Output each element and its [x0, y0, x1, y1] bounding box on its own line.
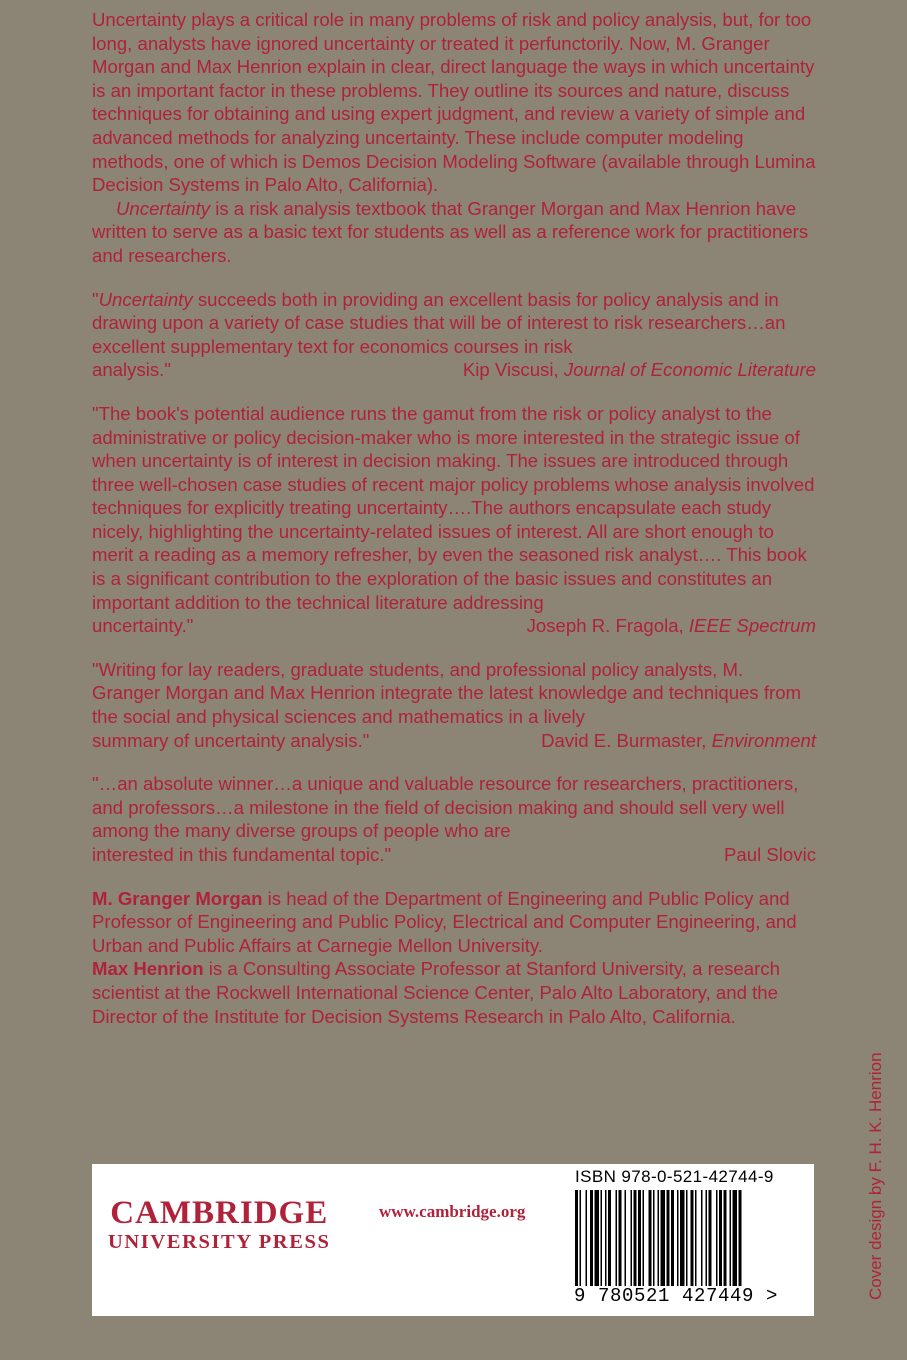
barcode-bar [634, 1190, 637, 1286]
description-text: is a risk analysis textbook that Granger Morgan and Max Henrion have written to serve as a basic text for students as well as a reference work for practitioners and researchers. [92, 197, 809, 266]
reviewer-name: Paul Slovic [724, 844, 816, 865]
description-paragraph-2 [92, 197, 816, 268]
review-quote [92, 288, 816, 382]
barcode-bar [686, 1190, 688, 1286]
review-quote [92, 658, 816, 752]
barcode-bar [625, 1190, 627, 1286]
barcode-bar [643, 1190, 645, 1286]
barcode-bar [658, 1190, 660, 1286]
review-text: "…an absolute winner…a unique and valuable resource for researchers, practitioners, and professors…a milestone in the field of decision making and should sell very well among the many diverse groups of people who are [92, 773, 799, 842]
author-name: M. Granger Morgan [92, 887, 263, 909]
book-title: Uncertainty [98, 288, 193, 310]
barcode-digits: 9 780521 427449 > [574, 1285, 779, 1307]
back-cover-text [92, 8, 816, 1028]
publisher-name: CAMBRIDGE [110, 1195, 329, 1231]
review-text: "The book's potential audience runs the gamut from the risk or policy analyst to the administrative or policy decision-maker who is more interested in the strategic issue of when uncertainty is of interest in decision making. The issues are introduced through three well-chosen case studies of recent major policy problems whose analysis involved techniques for explicitly treating uncertainty….The authors encapsulate each study nicely, highlighting the uncertainty-related issues of interest. All are short enough to merit a reading as a memory refresher, by even the seasoned risk analyst…. This book is a significant contribution to the exploration of the basic issues and constitutes an important addition to the technical literature addressing [92, 402, 815, 613]
review-text: "Writing for lay readers, graduate students, and professional policy analysts, M. Granger Morgan and Max Henrion integrate the latest knowledge and techniques from the social and physical sciences and mathematics in a lively [92, 658, 802, 728]
publisher-panel [92, 1164, 814, 1316]
reviewer-name: David E. Burmaster, [541, 729, 712, 751]
barcode-bar [601, 1190, 603, 1286]
author-name: Max Henrion [92, 958, 204, 980]
barcode-bar [595, 1190, 600, 1286]
author-bio-text: is a Consulting Associate Professor at Stanford University, a research scientist at the Rockwell International Science Center, Palo Alto Laboratory, and the Director of the Institute for Decision Systems Research in Palo Alto, California. [92, 958, 780, 1027]
barcode-bar [730, 1190, 732, 1286]
description-paragraph: Uncertainty plays a critical role in many problems of risk and policy analysis, but, for too long, analysts have ignored uncertainty or treated it perfunctorily. Now, M. Granger Morgan and Max Henrion explain in clear, direct language the ways in which uncertainty is an important factor in these problems. They outline its sources and nature, discuss techniques for obtaining and using expert judgment, and review a variety of simple and advanced methods for analyzing uncertainty. These include computer modeling methods, one of which is Demos Decision Modeling Software (available through Lumina Decision Systems in Palo Alto, California). [92, 9, 816, 196]
cover-credit: Cover design by F. H. K. Henrion [866, 1052, 885, 1300]
barcode-bar [575, 1190, 578, 1286]
barcode-bar [695, 1190, 697, 1286]
isbn-label: ISBN 978-0-521-42744-9 [575, 1167, 774, 1186]
reviewer-name: Kip Viscusi, [462, 359, 564, 381]
barcode-bar [580, 1190, 582, 1286]
author-bio-text: is head of the Department of Engineering and Public Policy and Professor of Engineering and Public Policy, Electrical and Computer Engineering, and Urban and Public Affairs at Carnegie Mellon University. [92, 887, 797, 956]
review-text-end: uncertainty." [92, 615, 194, 637]
barcode-bar [619, 1190, 622, 1286]
barcode-bar [649, 1190, 652, 1286]
barcode-bar [586, 1190, 588, 1286]
barcode-bar [706, 1190, 708, 1286]
barcode-bar [716, 1190, 718, 1286]
barcode-bar [691, 1190, 694, 1286]
barcode-bar [709, 1190, 712, 1286]
review-text: succeeds both in providing an excellent basis for policy analysis and in drawing upon a variety of case studies that will be of interest to risk researchers…an excellent supplementary text for economics courses in risk [92, 288, 786, 357]
barcode-bar [605, 1190, 607, 1286]
review-quote [92, 402, 816, 638]
barcode-bar [616, 1190, 618, 1286]
review-source: Environment [711, 729, 816, 751]
barcode-bar [608, 1190, 611, 1286]
author-bio [92, 957, 816, 1028]
barcode-bar [661, 1190, 666, 1286]
review-text-end: analysis." [92, 359, 171, 381]
quote-mark: " [92, 288, 99, 310]
publisher-subname: UNIVERSITY PRESS [108, 1231, 331, 1253]
barcode-bar [590, 1190, 593, 1286]
book-title: Uncertainty [116, 197, 211, 219]
review-quote [92, 772, 816, 866]
barcode-icon [575, 1190, 790, 1286]
publisher-logo [108, 1196, 331, 1254]
barcode-bar [719, 1190, 722, 1286]
barcode-bar [680, 1190, 685, 1286]
barcode-bar [739, 1190, 742, 1286]
barcode-bar [677, 1190, 679, 1286]
review-source: Journal of Economic Literature [563, 359, 816, 381]
publisher-url[interactable]: www.cambridge.org [379, 1202, 526, 1221]
barcode-bar [724, 1190, 727, 1286]
author-bio [92, 887, 816, 958]
review-source: IEEE Spectrum [688, 615, 816, 637]
barcode-bar [667, 1190, 670, 1286]
barcode-bar [653, 1190, 655, 1286]
barcode-bar [733, 1190, 738, 1286]
review-text-end: interested in this fundamental topic." [92, 844, 392, 865]
reviewer-name: Joseph R. Fragola, [526, 615, 689, 637]
barcode-bar [631, 1190, 633, 1286]
barcode-bar [638, 1190, 641, 1286]
barcode-bar [701, 1190, 703, 1286]
review-text-end: summary of uncertainty analysis." [92, 729, 370, 751]
barcode-bar [671, 1190, 674, 1286]
